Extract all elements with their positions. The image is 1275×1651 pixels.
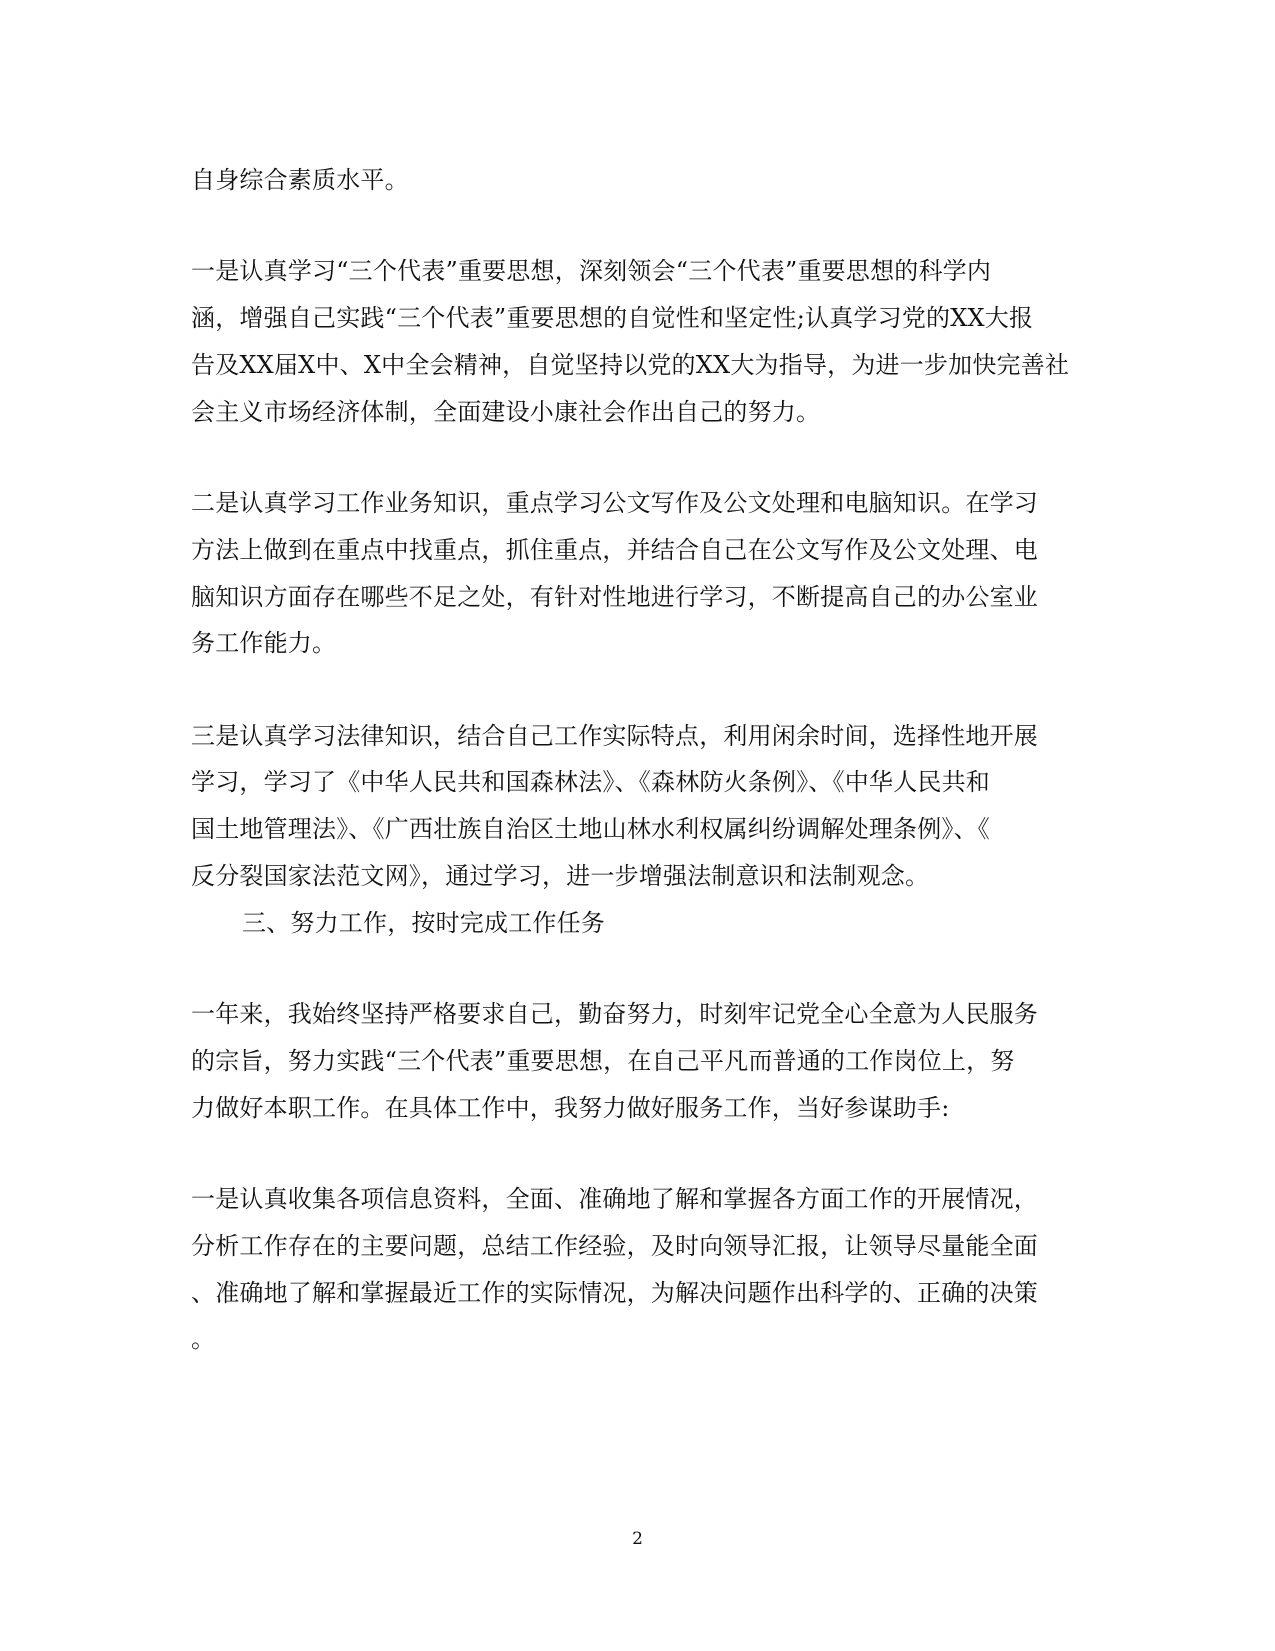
paragraph-line: 方法上做到在重点中找重点，抓住重点，并结合自己在公文写作及公文处理、电 bbox=[191, 536, 1038, 564]
paragraph-line: 会主义市场经济体制，全面建设小康社会作出自己的努力。 bbox=[191, 398, 821, 426]
paragraph-line: 一是认真学习“三个代表”重要思想，深刻领会“三个代表”重要思想的科学内 bbox=[191, 257, 992, 285]
paragraph-line: 分析工作存在的主要问题，总结工作经验，及时向领导汇报，让领导尽量能全面 bbox=[191, 1232, 1038, 1260]
page-number: 2 bbox=[632, 1529, 643, 1549]
paragraph-line: 、准确地了解和掌握最近工作的实际情况，为解决问题作出科学的、正确的决策 bbox=[191, 1279, 1038, 1307]
section-heading: 三、努力工作，按时完成工作任务 bbox=[242, 909, 605, 937]
paragraph-line: 务工作能力。 bbox=[191, 629, 337, 657]
paragraph-line: 涵，增强自己实践“三个代表”重要思想的自觉性和坚定性;认真学习党的XX大报 bbox=[191, 304, 1034, 332]
paragraph-line: 二是认真学习工作业务知识，重点学习公文写作及公文处理和电脑知识。在学习 bbox=[191, 489, 1038, 517]
paragraph-line: 的宗旨，努力实践“三个代表”重要思想，在自己平凡而普通的工作岗位上，努 bbox=[191, 1047, 1015, 1075]
paragraph-line: 一年来，我始终坚持严格要求自己，勤奋努力，时刻牢记党全心全意为人民服务 bbox=[191, 1000, 1038, 1028]
paragraph-line: 学习，学习了《中华人民共和国森林法》、《森林防火条例》、《中华人民共和 bbox=[191, 768, 990, 796]
paragraph-line: 反分裂国家法范文网》，通过学习，进一步增强法制意识和法制观念。 bbox=[191, 862, 930, 890]
paragraph-line: 国土地管理法》、《广西壮族自治区土地山林水利权属纠纷调解处理条例》、《 bbox=[191, 815, 990, 843]
paragraph-line: 力做好本职工作。在具体工作中，我努力做好服务工作，当好参谋助手: bbox=[191, 1094, 950, 1122]
paragraph-line: 告及XX届X中、X中全会精神，自觉坚持以党的XX大为指导，为进一步加快完善社 bbox=[191, 351, 1070, 379]
paragraph-line: 。 bbox=[191, 1325, 216, 1353]
paragraph-line: 一是认真收集各项信息资料，全面、准确地了解和掌握各方面工作的开展情况， bbox=[191, 1185, 1038, 1213]
paragraph-line: 脑知识方面存在哪些不足之处，有针对性地进行学习，不断提高自己的办公室业 bbox=[191, 583, 1038, 611]
paragraph-line: 三是认真学习法律知识，结合自己工作实际特点，利用闲余时间，选择性地开展 bbox=[191, 722, 1038, 750]
paragraph-line: 自身综合素质水平。 bbox=[191, 166, 409, 194]
